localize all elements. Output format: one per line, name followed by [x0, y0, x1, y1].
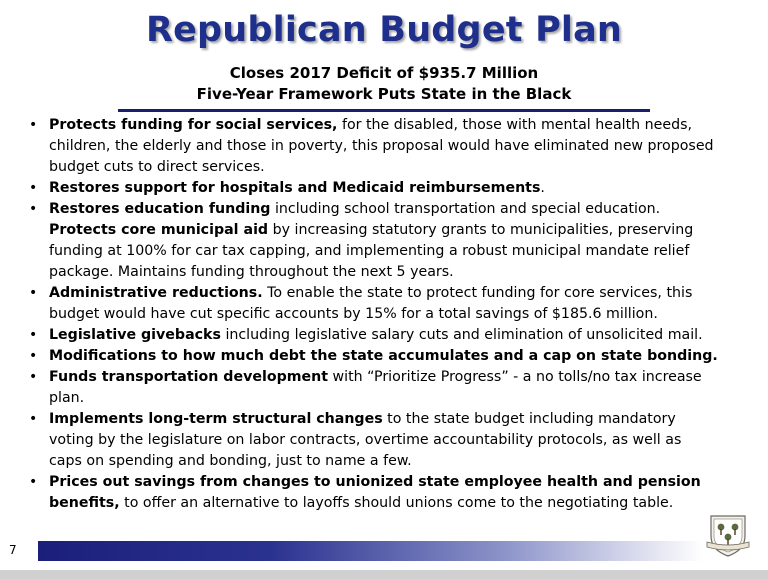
bullet-bold-text: Protects core municipal aid [49, 222, 269, 238]
bullet-text: including school transportation and special education. [270, 201, 661, 217]
bullet-bold-text: Legislative givebacks [49, 327, 221, 343]
bullet-item [28, 346, 718, 367]
bullet-glyph: • [29, 180, 38, 196]
footer-bar [38, 541, 703, 561]
bullet-glyph: • [29, 327, 38, 343]
bullet-bold-text: Modifications to how much debt the state accumulates and a cap on state bonding. [49, 348, 718, 364]
bullet-list [28, 115, 718, 514]
bullet-glyph: • [29, 411, 38, 427]
page-number: 7 [9, 543, 17, 557]
bullet-text: to offer an alternative to layoffs should unions come to the negotiating table. [119, 495, 674, 511]
bullet-glyph: • [29, 474, 38, 490]
bullet-glyph: • [29, 348, 38, 364]
bullet-text: for the disabled, those with mental health needs, children, the elderly and those in poverty, this proposal would have eliminated new proposed budget cuts to direct services. [49, 117, 714, 175]
bullet-text: To enable the state to protect funding for core services, this budget would have cut specific accounts by 15% for a total savings of $185.6 million. [49, 285, 693, 322]
bullet-glyph: • [29, 201, 38, 217]
bullet-text: with “Prioritize Progress” - a no tolls/no tax increase plan. [49, 369, 702, 406]
bullet-item [28, 115, 718, 178]
slide-subtitle-1: Closes 2017 Deficit of $935.7 Million [229, 64, 539, 82]
bullet-glyph: • [29, 285, 38, 301]
bullet-item [28, 283, 718, 325]
bullet-bold-text: Funds transportation development [49, 369, 329, 385]
bottom-edge [0, 570, 768, 579]
bullet-bold-text: Administrative reductions. [49, 285, 263, 301]
bullet-item [28, 199, 718, 283]
bullet-text: by increasing statutory grants to municipalities, preserving funding at 100% for car tax capping, and implementing a robust municipal mandate relief package. Maintains funding throughout the next 5 years. [49, 222, 694, 280]
bullet-bold-text: Protects funding for social services, [49, 117, 338, 133]
slide-subtitle-2: Five-Year Framework Puts State in the Black [196, 85, 572, 103]
bullet-bold-text: Restores support for hospitals and Medicaid reimbursements [49, 180, 541, 196]
bullet-item [28, 367, 718, 409]
bullet-item [28, 472, 718, 514]
bullet-bold-text: Implements long-term structural changes [49, 411, 383, 427]
bullet-bold-text: Restores education funding [49, 201, 271, 217]
bullet-text: to the state budget including mandatory voting by the legislature on labor contracts, overtime accountability protocols, as well as caps on spending and bonding, just to name a few. [49, 411, 682, 469]
title-divider [118, 109, 650, 112]
bullet-item [28, 325, 718, 346]
bullet-text: including legislative salary cuts and elimination of unsolicited mail. [220, 327, 703, 343]
slide-title: Republican Budget Plan [145, 10, 623, 50]
bullet-glyph: • [29, 369, 38, 385]
bullet-item [28, 409, 718, 472]
bullet-bold-text: Prices out savings from changes to unionized state employee health and pension benefits, [49, 474, 701, 511]
bullet-text: . [540, 180, 545, 196]
connecticut-state-seal-icon [705, 512, 751, 558]
bullet-item [28, 178, 718, 199]
bullet-glyph: • [29, 117, 38, 133]
